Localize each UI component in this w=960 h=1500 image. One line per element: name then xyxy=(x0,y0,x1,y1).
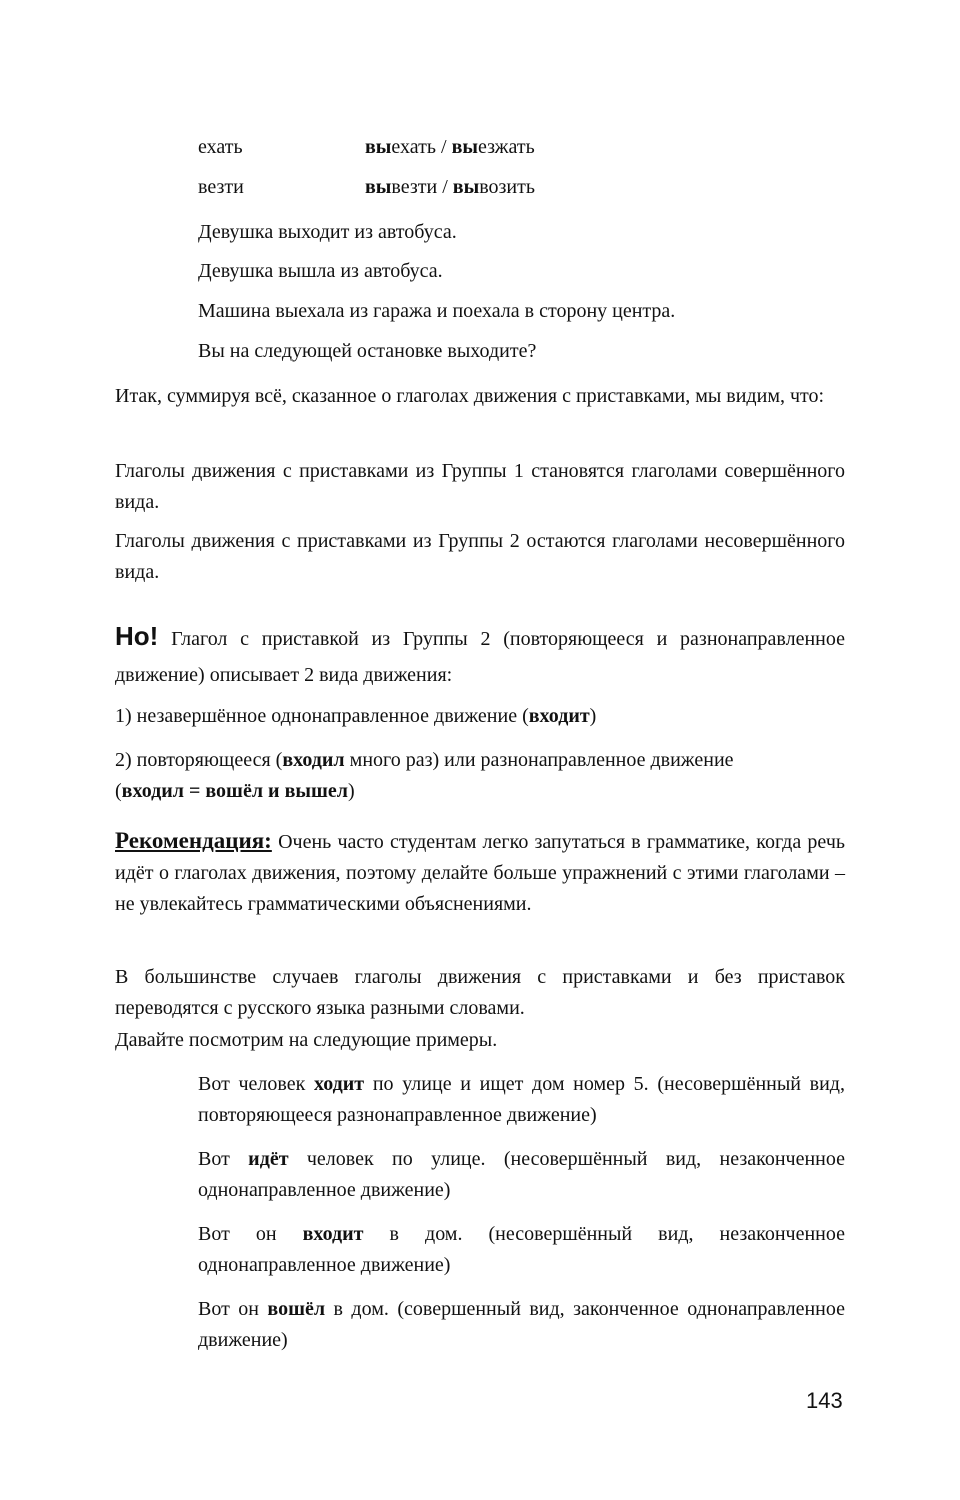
verb-derived-1 xyxy=(365,135,535,159)
example-text: Вот xyxy=(198,1148,249,1170)
example-sentence: Вы на следующей остановке выходите? xyxy=(198,340,537,362)
list-item-2 xyxy=(115,748,734,772)
item-text: ) xyxy=(589,705,597,727)
prefix: вы xyxy=(365,136,392,158)
list-item-1 xyxy=(115,704,596,728)
item-bold: входил = вошёл и вышел xyxy=(121,780,348,802)
item-text: много раз) или разнонаправленное движение xyxy=(344,749,734,771)
separator: / xyxy=(436,136,452,158)
translation-note-2: Давайте посмотрим на следующие примеры. xyxy=(115,1029,498,1051)
item-bold: входит xyxy=(528,705,590,727)
example-sentence: Машина выехала из гаража и поехала в сторону центра. xyxy=(198,300,676,322)
example-bottom-1 xyxy=(198,1069,845,1131)
example-sentence: Девушка выходит из автобуса. xyxy=(198,221,457,243)
example-text: Вот человек xyxy=(198,1073,314,1095)
but-paragraph xyxy=(115,618,845,693)
example-verb: ходит xyxy=(314,1073,365,1095)
but-text: Глагол с приставкой из Группы 2 (повторяющееся и разнонаправленное движение) описывает 2 вида движения: xyxy=(115,628,846,686)
verb-rest: везти xyxy=(391,176,438,198)
example-text: в дом. (совершенный вид, законченное однонаправленное движение) xyxy=(198,1298,845,1351)
example-text: по улице и ищет дом номер 5. (несовершённый вид, повторяющееся разнонаправленное движение) xyxy=(198,1073,845,1126)
example-text: Вот он xyxy=(198,1223,303,1245)
example-bottom-4 xyxy=(198,1294,845,1356)
recommendation-paragraph xyxy=(115,825,845,920)
verb-base-1: ехать xyxy=(198,136,243,158)
summary-group2: Глаголы движения с приставками из Группы 2 остаются глаголами несовершённого вида. xyxy=(115,530,845,583)
example-text: в дом. (несовершённый вид, незаконченное однонаправленное движение) xyxy=(198,1223,845,1276)
but-label: Но! xyxy=(115,621,159,651)
prefix: вы xyxy=(451,136,478,158)
verb-rest: ехать xyxy=(391,136,436,158)
translation-note: В большинстве случаев глаголы движения с приставками и без приставок переводятся с русского языка разными словами. xyxy=(115,966,845,1019)
recommendation-text: Очень часто студентам легко запутаться в грамматике, когда речь идёт о глаголах движения, поэтому делайте больше упражнений с этими глаголами – не увлекайтесь грамматическими объяснениями. xyxy=(115,831,845,915)
verb-rest: возить xyxy=(479,176,535,198)
example-bottom-2 xyxy=(198,1144,845,1206)
prefix: вы xyxy=(365,176,392,198)
item-text: ( xyxy=(115,780,122,802)
verb-base-2: везти xyxy=(198,176,244,198)
page-number: 143 xyxy=(806,1388,843,1413)
separator: / xyxy=(437,176,453,198)
item-text: ) xyxy=(347,780,355,802)
item-bold: входил xyxy=(282,749,345,771)
example-verb: идёт xyxy=(248,1148,289,1170)
example-verb: входит xyxy=(302,1223,364,1245)
item-text: 1) незавершённое однонаправленное движение ( xyxy=(115,705,529,727)
example-text: Вот он xyxy=(198,1298,268,1320)
summary-intro: Итак, суммируя всё, сказанное о глаголах движения с приставками, мы видим, что: xyxy=(115,385,825,407)
summary-group1: Глаголы движения с приставками из Группы 1 становятся глаголами совершённого вида. xyxy=(115,460,845,513)
verb-rest: езжать xyxy=(477,136,535,158)
example-verb: вошёл xyxy=(267,1298,326,1320)
list-item-2-cont xyxy=(115,779,355,803)
prefix: вы xyxy=(452,176,480,198)
item-text: 2) повторяющееся ( xyxy=(115,749,283,771)
example-sentence: Девушка вышла из автобуса. xyxy=(198,260,443,282)
recommendation-label: Рекомендация: xyxy=(115,828,272,853)
verb-derived-2 xyxy=(365,175,535,199)
example-bottom-3 xyxy=(198,1219,845,1281)
example-text: человек по улице. (несовершённый вид, незаконченное однонаправленное движение) xyxy=(198,1148,845,1201)
